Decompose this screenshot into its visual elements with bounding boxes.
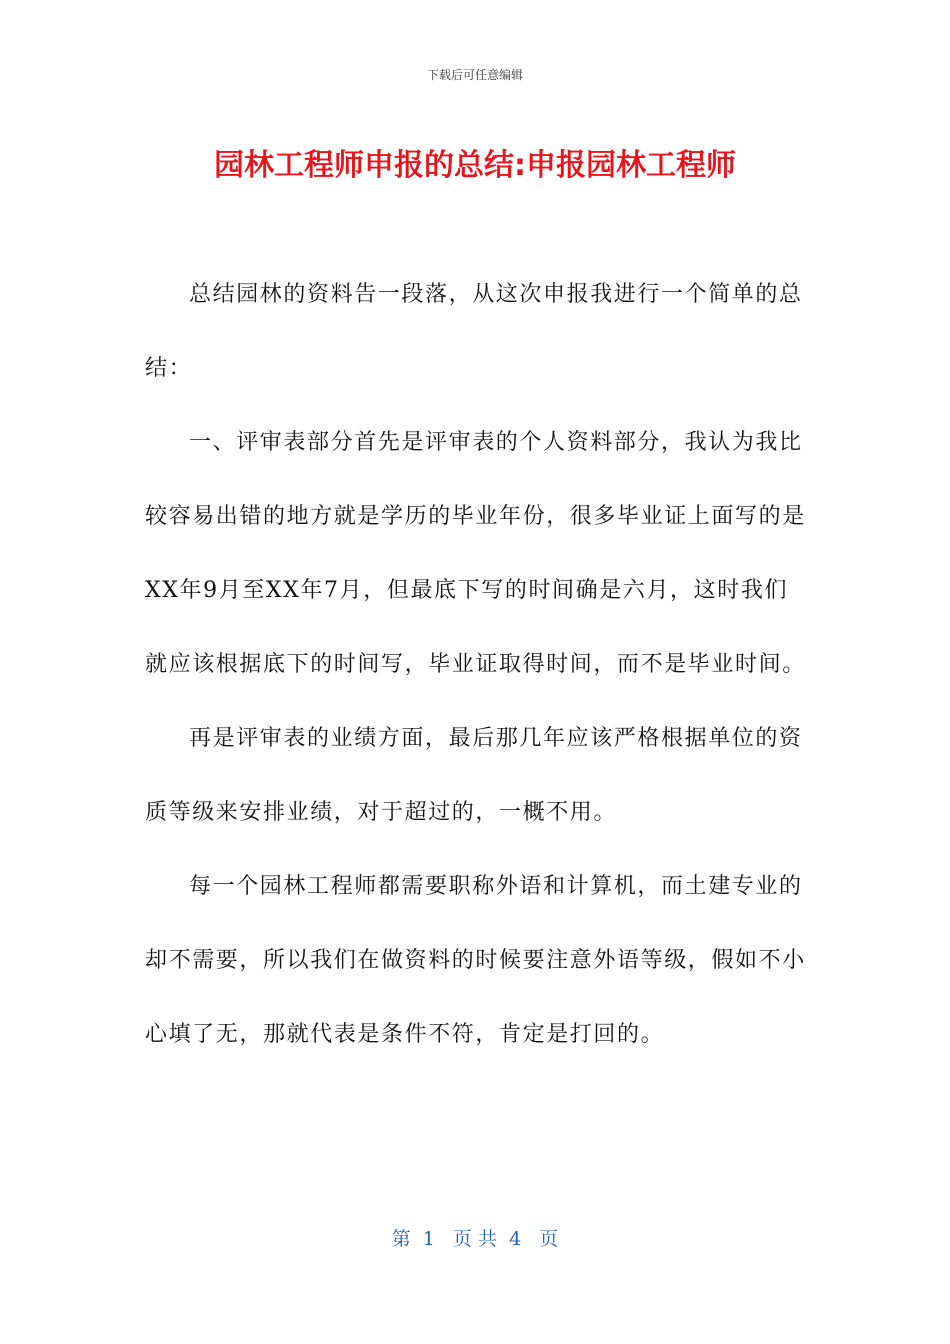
- paragraph: 每一个园林工程师都需要职称外语和计算机，而土建专业的却不需要，所以我们在做资料的时候要注意外语等级，假如不小心填了无，那就代表是条件不符，肯定是打回的。: [145, 874, 806, 1047]
- paragraph: 一、评审表部分首先是评审表的个人资料部分，我认为我比较容易出错的地方就是学历的毕业年份，很多毕业证上面写的是XX年9月至XX年7月，但最底下写的时间确是六月，这时我们就应该根据底下的时间写，毕业证取得时间，而不是毕业时间。: [145, 430, 806, 677]
- paragraph: 总结园林的资料告一段落，从这次申报我进行一个简单的总结：: [145, 282, 803, 381]
- header-note: 下载后可任意编辑: [426, 68, 523, 82]
- page-number-footer: 第 1 页 共 4 页: [391, 1228, 559, 1250]
- document-title: 园林工程师申报的总结:申报园林工程师: [214, 148, 736, 183]
- document-body: [145, 258, 807, 1072]
- paragraph: 再是评审表的业绩方面，最后那几年应该严格根据单位的资质等级来安排业绩，对于超过的，一概不用。: [145, 726, 803, 825]
